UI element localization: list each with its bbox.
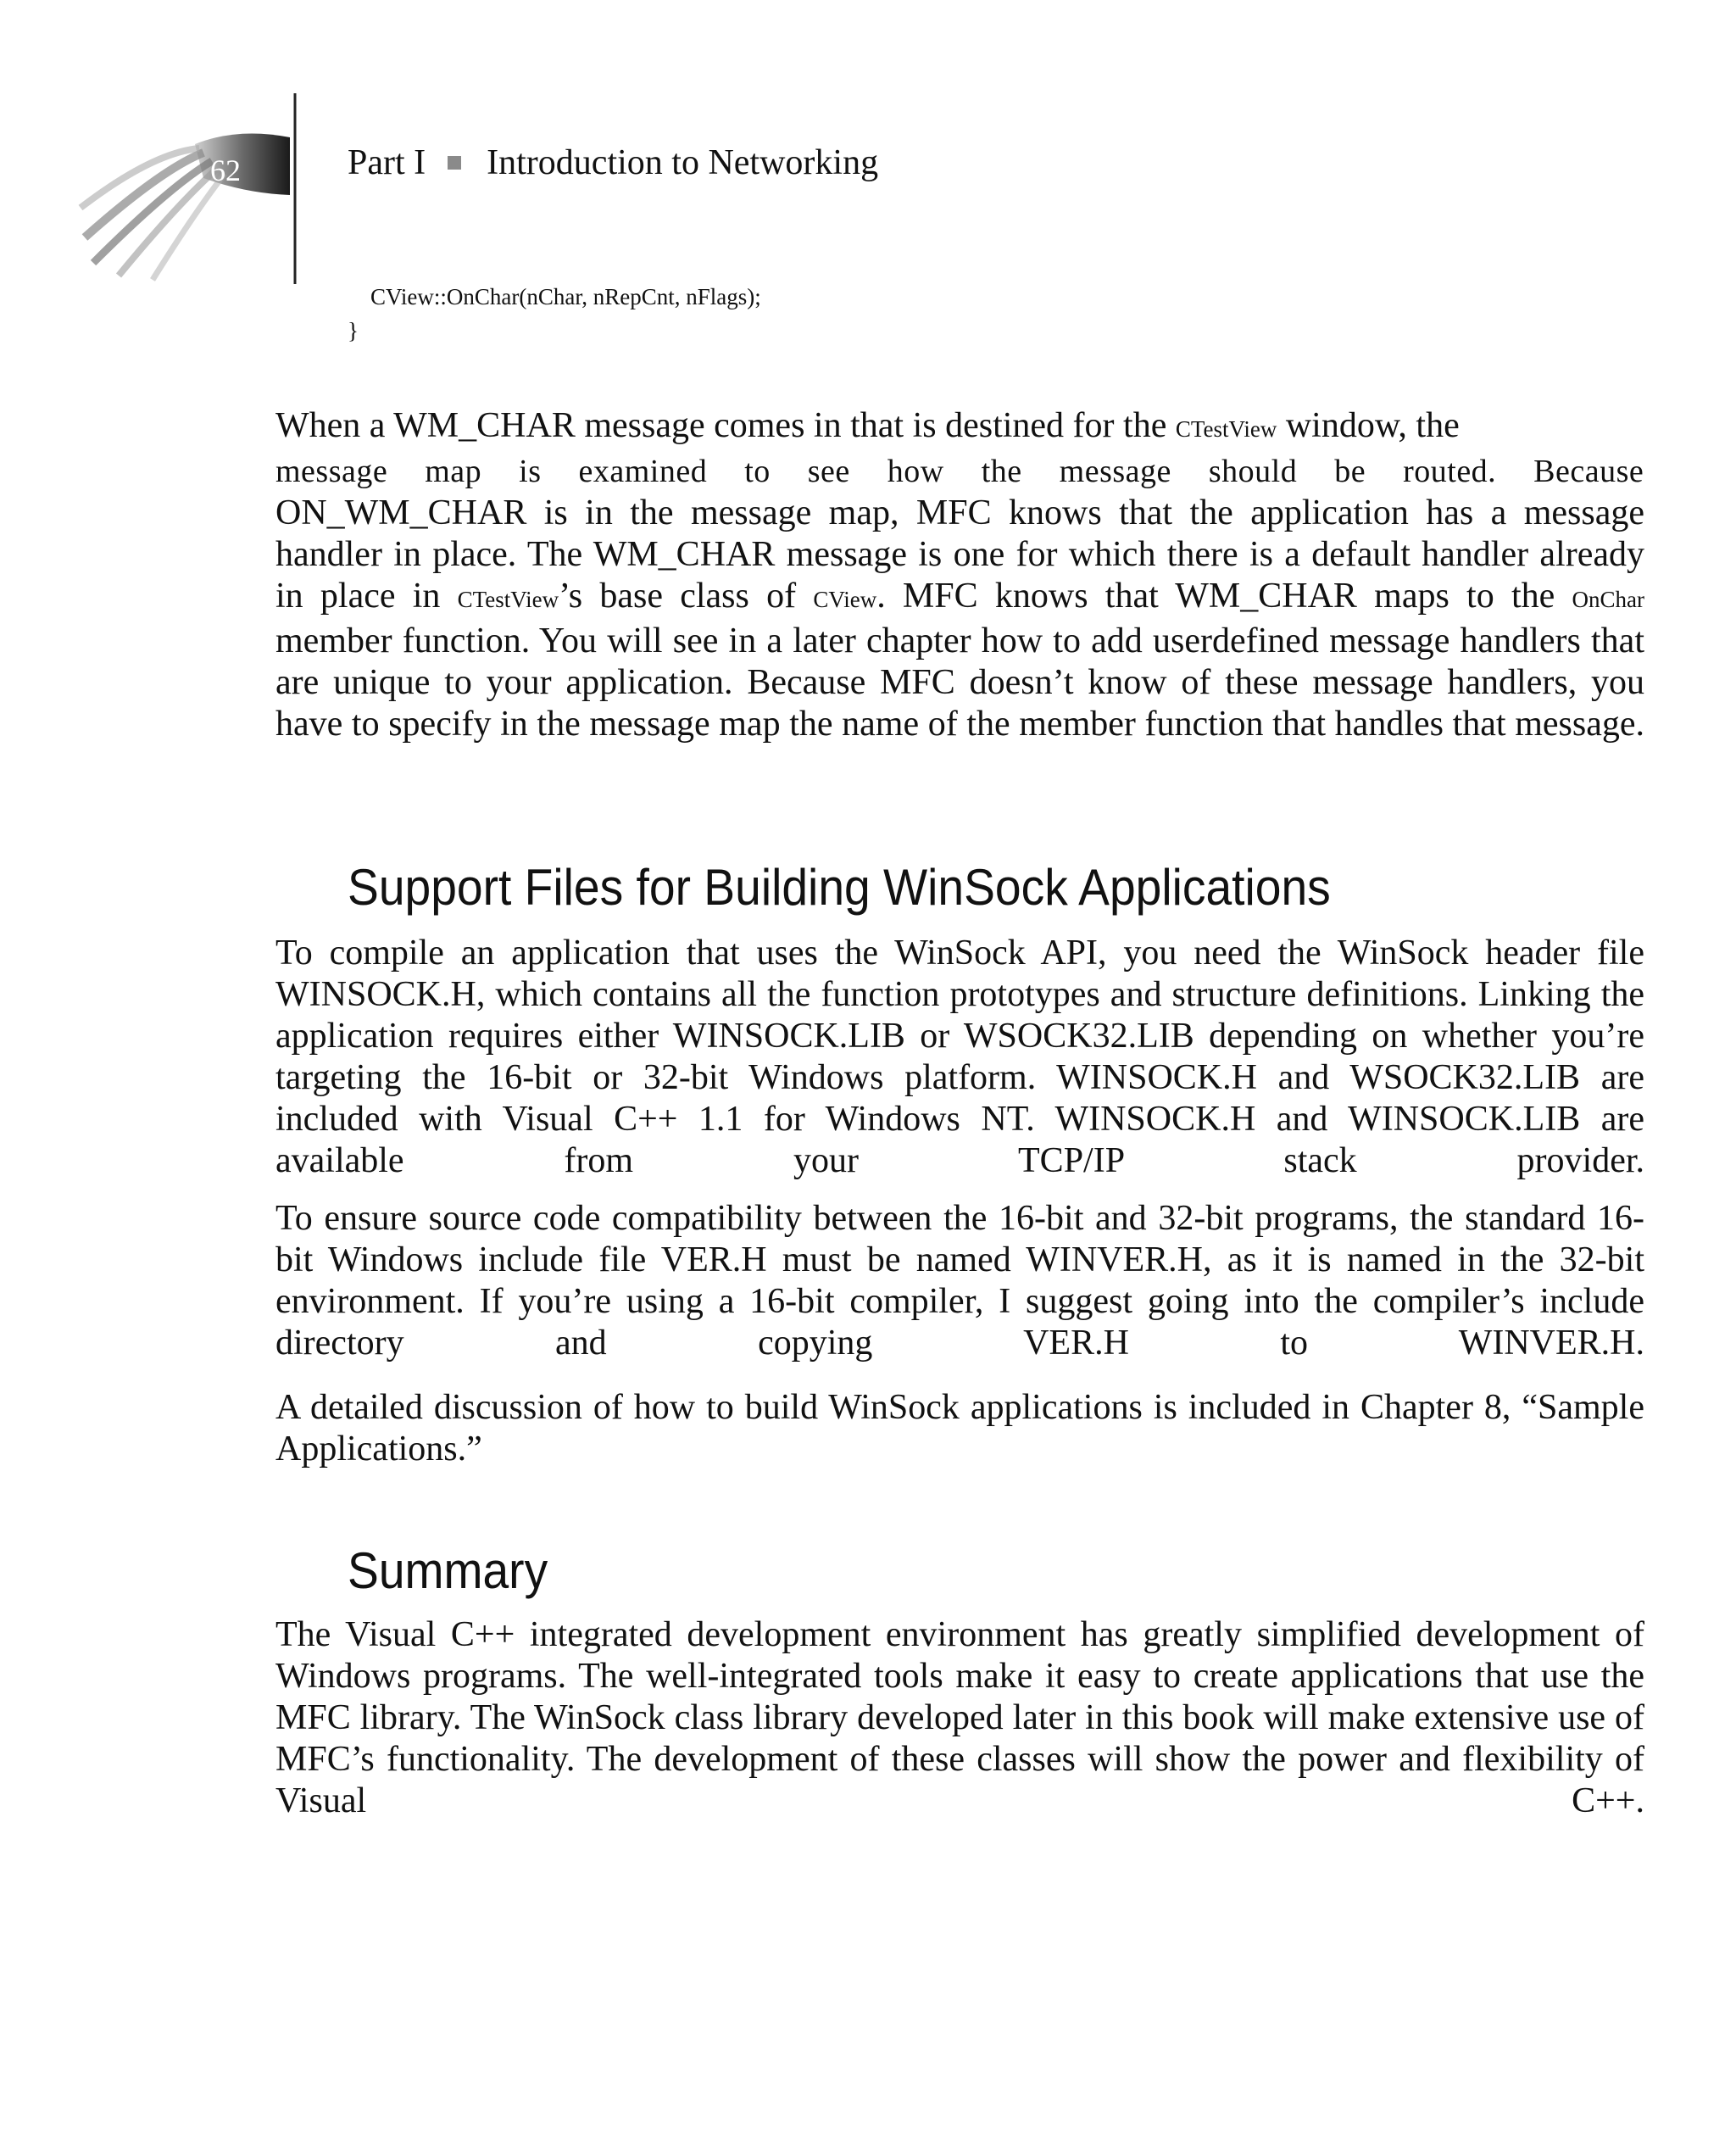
text-span: message map is examined to see how the message should be routed. Because bbox=[275, 454, 1644, 489]
page-number: 62 bbox=[210, 153, 241, 187]
text-span: When a WM_CHAR message comes in that is destined for the bbox=[275, 406, 1176, 445]
text-span: . MFC knows that WM_CHAR maps to the bbox=[876, 577, 1572, 616]
paragraph-message-map bbox=[275, 405, 1644, 787]
square-bullet-icon bbox=[448, 156, 461, 170]
paragraph-summary: The Visual C++ integrated development environment has greatly simplified development of Windows programs. The well-integrated tools make it easy to create applications that use the MFC library. The WinSock class library developed later in this book will make extensive use of MFC’s functionality. The development of these classes will show the power and flexibility of Visual C++. bbox=[275, 1615, 1644, 1820]
paragraph-compatibility: To ensure source code compatibility between the 16-bit and 32-bit programs, the standard 16-bit Windows include file VER.H must be named WINVER.H, as it is named in the 32-bit environment. If you’re using a 16-bit compiler, I suggest going into the compiler’s include directory and copying VER.H to WINVER.H. bbox=[275, 1199, 1644, 1363]
paragraph-support-files: To compile an application that uses the WinSock API, you need the WinSock header file WINSOCK.H, which contains all the function prototypes and structure definitions. Linking the application requires either WINSOCK.LIB or WSOCK32.LIB depending on whether you’re targeting the 16-bit or 32-bit Windows platform. WINSOCK.H and WSOCK32.LIB are included with Visual C++ 1.1 for Windows NT. WINSOCK.H and WINSOCK.LIB are available from your TCP/IP stack provider. bbox=[275, 934, 1644, 1180]
text-span: member function. You will see in a later chapter how to add userdefined message handlers that are unique to your application. Because MFC doesn’t know of these message handlers, you have to specify in the message map the name of the member function that handles that message. bbox=[275, 621, 1644, 744]
section-heading: Support Files for Building WinSock Applications bbox=[348, 859, 1331, 916]
part-label: Part I bbox=[348, 143, 426, 182]
paragraph-detailed-discussion: A detailed discussion of how to build WinSock applications is included in Chapter 8, “Sample Applications.” bbox=[275, 1388, 1644, 1469]
code-snippet bbox=[348, 280, 761, 348]
code-line: } bbox=[348, 318, 359, 343]
code-term: CTestView bbox=[1175, 416, 1277, 442]
text-span: ’s base class of bbox=[559, 577, 814, 616]
code-term: OnChar bbox=[1572, 587, 1644, 612]
text-span: window, the bbox=[1277, 406, 1460, 445]
section-heading: Summary bbox=[348, 1542, 548, 1599]
code-line: CView::OnChar(nChar, nRepCnt, nFlags); bbox=[348, 284, 761, 309]
code-term: CView bbox=[813, 587, 877, 612]
code-term: CTestView bbox=[457, 587, 559, 612]
text-span: ON_WM_CHAR is in the message map, MFC knows that the application has a message handler in place. The WM_CHAR message is one for which there is a default handler already in place in bbox=[275, 493, 1644, 616]
section-label: Introduction to Networking bbox=[487, 143, 879, 182]
feather-quill-icon bbox=[68, 93, 322, 297]
running-head bbox=[348, 142, 878, 183]
